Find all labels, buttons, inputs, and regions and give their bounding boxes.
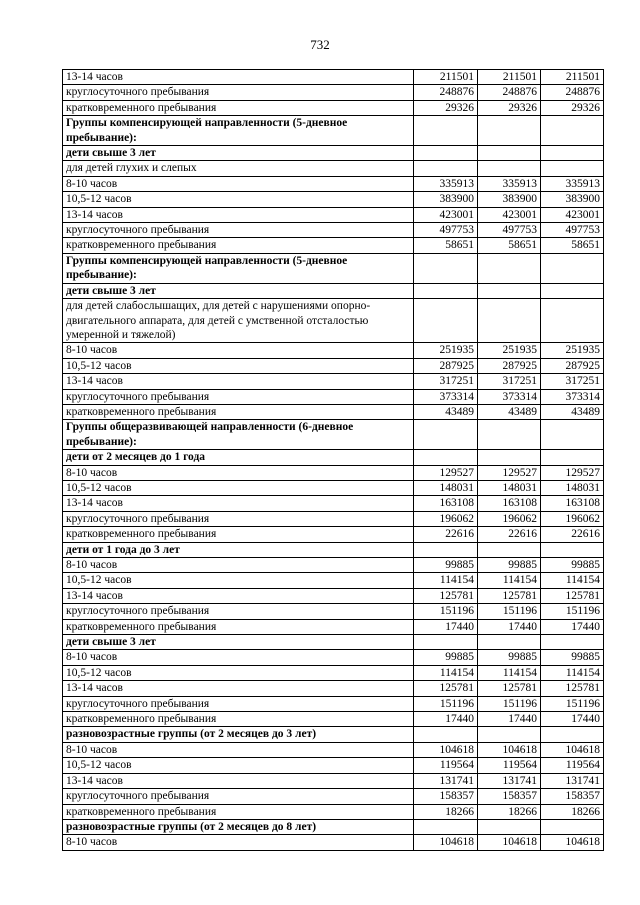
value-cell	[478, 116, 541, 146]
value-cell: 17440	[478, 619, 541, 634]
tariff-table	[62, 69, 604, 851]
row-label: 10,5-12 часов	[63, 480, 414, 495]
value-cell: 17440	[414, 712, 478, 727]
row-label: для детей слабослышащих, для детей с нарушениями опорно-двигательного аппарата, для детей с умственной отсталостью умеренной и тяжелой)	[63, 299, 414, 343]
row-label: 13-14 часов	[63, 70, 414, 85]
value-cell: 151196	[414, 696, 478, 711]
table-row	[63, 480, 604, 495]
table-row	[63, 207, 604, 222]
value-cell: 119564	[541, 758, 604, 773]
value-cell: 58651	[414, 238, 478, 253]
row-label: круглосуточного пребывания	[63, 511, 414, 526]
value-cell: 251935	[414, 343, 478, 358]
value-cell: 29326	[478, 100, 541, 115]
row-label: дети свыше 3 лет	[63, 635, 414, 650]
table-row	[63, 223, 604, 238]
table-row	[63, 758, 604, 773]
value-cell: 317251	[541, 374, 604, 389]
value-cell: 17440	[478, 712, 541, 727]
row-label: 10,5-12 часов	[63, 192, 414, 207]
table-row	[63, 835, 604, 850]
value-cell: 151196	[478, 604, 541, 619]
value-cell: 131741	[414, 773, 478, 788]
value-cell: 22616	[478, 527, 541, 542]
value-cell: 114154	[478, 665, 541, 680]
row-label: 13-14 часов	[63, 374, 414, 389]
row-label: 10,5-12 часов	[63, 358, 414, 373]
value-cell: 99885	[478, 558, 541, 573]
table-row	[63, 450, 604, 465]
table-row	[63, 604, 604, 619]
table-row	[63, 727, 604, 742]
value-cell: 18266	[541, 804, 604, 819]
value-cell: 251935	[541, 343, 604, 358]
row-label: кратковременного пребывания	[63, 404, 414, 419]
value-cell: 151196	[541, 696, 604, 711]
row-label: кратковременного пребывания	[63, 804, 414, 819]
table-row	[63, 465, 604, 480]
value-cell	[478, 542, 541, 557]
row-label: Группы компенсирующей направленности (5-дневное пребывание):	[63, 253, 414, 283]
value-cell	[414, 542, 478, 557]
value-cell: 17440	[541, 619, 604, 634]
table-row	[63, 420, 604, 450]
row-label: 13-14 часов	[63, 207, 414, 222]
table-row	[63, 773, 604, 788]
row-label: 10,5-12 часов	[63, 758, 414, 773]
table-row	[63, 374, 604, 389]
row-label: разновозрастные группы (от 2 месяцев до 8 лет)	[63, 819, 414, 834]
value-cell: 99885	[541, 558, 604, 573]
row-label: 8-10 часов	[63, 835, 414, 850]
value-cell: 148031	[414, 480, 478, 495]
table-row	[63, 404, 604, 419]
value-cell	[478, 283, 541, 298]
value-cell: 99885	[478, 650, 541, 665]
value-cell	[414, 161, 478, 176]
value-cell: 423001	[478, 207, 541, 222]
value-cell: 383900	[478, 192, 541, 207]
value-cell	[541, 161, 604, 176]
row-label: круглосуточного пребывания	[63, 789, 414, 804]
value-cell: 125781	[478, 588, 541, 603]
row-label: 8-10 часов	[63, 742, 414, 757]
value-cell: 129527	[478, 465, 541, 480]
value-cell	[414, 299, 478, 343]
table-row	[63, 558, 604, 573]
value-cell	[478, 420, 541, 450]
row-label: 8-10 часов	[63, 343, 414, 358]
table-row	[63, 527, 604, 542]
value-cell: 423001	[414, 207, 478, 222]
value-cell: 104618	[414, 742, 478, 757]
value-cell: 151196	[541, 604, 604, 619]
value-cell: 196062	[414, 511, 478, 526]
value-cell: 131741	[541, 773, 604, 788]
value-cell: 43489	[414, 404, 478, 419]
value-cell: 43489	[541, 404, 604, 419]
value-cell: 58651	[541, 238, 604, 253]
row-label: круглосуточного пребывания	[63, 389, 414, 404]
value-cell	[414, 819, 478, 834]
value-cell	[541, 253, 604, 283]
value-cell	[541, 727, 604, 742]
value-cell: 335913	[541, 176, 604, 191]
row-label: дети от 1 года до 3 лет	[63, 542, 414, 557]
row-label: круглосуточного пребывания	[63, 604, 414, 619]
value-cell	[414, 420, 478, 450]
value-cell: 287925	[414, 358, 478, 373]
value-cell: 129527	[414, 465, 478, 480]
value-cell	[478, 819, 541, 834]
value-cell: 125781	[478, 681, 541, 696]
table-row	[63, 619, 604, 634]
table-row	[63, 542, 604, 557]
value-cell: 114154	[478, 573, 541, 588]
row-label: 13-14 часов	[63, 773, 414, 788]
row-label: 10,5-12 часов	[63, 665, 414, 680]
value-cell: 125781	[541, 588, 604, 603]
value-cell	[414, 146, 478, 161]
table-body	[63, 70, 604, 851]
table-row	[63, 573, 604, 588]
value-cell: 104618	[478, 835, 541, 850]
table-row	[63, 299, 604, 343]
value-cell	[414, 253, 478, 283]
row-label: кратковременного пребывания	[63, 238, 414, 253]
row-label: кратковременного пребывания	[63, 527, 414, 542]
value-cell: 114154	[414, 665, 478, 680]
value-cell: 148031	[541, 480, 604, 495]
table-row	[63, 343, 604, 358]
table-row	[63, 161, 604, 176]
table-row	[63, 819, 604, 834]
value-cell: 423001	[541, 207, 604, 222]
table-row	[63, 511, 604, 526]
table-row	[63, 389, 604, 404]
row-label: 13-14 часов	[63, 681, 414, 696]
table-row	[63, 665, 604, 680]
value-cell: 248876	[541, 85, 604, 100]
value-cell	[541, 420, 604, 450]
row-label: 8-10 часов	[63, 558, 414, 573]
value-cell: 383900	[414, 192, 478, 207]
value-cell: 125781	[414, 588, 478, 603]
value-cell: 18266	[478, 804, 541, 819]
value-cell	[414, 116, 478, 146]
value-cell: 58651	[478, 238, 541, 253]
value-cell: 99885	[541, 650, 604, 665]
table-row	[63, 116, 604, 146]
value-cell: 17440	[414, 619, 478, 634]
value-cell	[478, 253, 541, 283]
value-cell	[414, 727, 478, 742]
value-cell: 158357	[414, 789, 478, 804]
table-row	[63, 681, 604, 696]
value-cell	[541, 283, 604, 298]
value-cell	[478, 146, 541, 161]
value-cell: 211501	[414, 70, 478, 85]
row-label: кратковременного пребывания	[63, 619, 414, 634]
row-label: круглосуточного пребывания	[63, 85, 414, 100]
row-label: 8-10 часов	[63, 176, 414, 191]
value-cell: 125781	[541, 681, 604, 696]
value-cell: 251935	[478, 343, 541, 358]
value-cell	[541, 450, 604, 465]
value-cell: 148031	[478, 480, 541, 495]
value-cell	[541, 146, 604, 161]
value-cell: 211501	[541, 70, 604, 85]
value-cell: 99885	[414, 650, 478, 665]
table-row	[63, 70, 604, 85]
value-cell	[414, 283, 478, 298]
value-cell: 163108	[478, 496, 541, 511]
value-cell: 104618	[541, 742, 604, 757]
table-row	[63, 253, 604, 283]
table-row	[63, 712, 604, 727]
row-label: 8-10 часов	[63, 465, 414, 480]
value-cell: 163108	[414, 496, 478, 511]
value-cell: 22616	[414, 527, 478, 542]
table-row	[63, 804, 604, 819]
table-row	[63, 588, 604, 603]
value-cell	[414, 450, 478, 465]
value-cell: 114154	[541, 665, 604, 680]
row-label: кратковременного пребывания	[63, 100, 414, 115]
value-cell: 335913	[414, 176, 478, 191]
value-cell: 383900	[541, 192, 604, 207]
value-cell: 196062	[541, 511, 604, 526]
value-cell: 196062	[478, 511, 541, 526]
value-cell: 158357	[541, 789, 604, 804]
table-row	[63, 85, 604, 100]
table-row	[63, 146, 604, 161]
value-cell: 114154	[414, 573, 478, 588]
table-row	[63, 650, 604, 665]
value-cell: 119564	[414, 758, 478, 773]
value-cell: 373314	[414, 389, 478, 404]
value-cell: 99885	[414, 558, 478, 573]
value-cell: 287925	[541, 358, 604, 373]
value-cell: 104618	[478, 742, 541, 757]
row-label: круглосуточного пребывания	[63, 696, 414, 711]
row-label: Группы общеразвивающей направленности (6-дневное пребывание):	[63, 420, 414, 450]
value-cell: 373314	[541, 389, 604, 404]
value-cell	[478, 299, 541, 343]
value-cell: 29326	[414, 100, 478, 115]
value-cell: 497753	[478, 223, 541, 238]
row-label: 10,5-12 часов	[63, 573, 414, 588]
table-row	[63, 238, 604, 253]
value-cell: 104618	[541, 835, 604, 850]
value-cell: 104618	[414, 835, 478, 850]
table-row	[63, 635, 604, 650]
row-label: дети свыше 3 лет	[63, 146, 414, 161]
value-cell: 317251	[478, 374, 541, 389]
row-label: дети свыше 3 лет	[63, 283, 414, 298]
table-row	[63, 696, 604, 711]
table-row	[63, 100, 604, 115]
row-label: для детей глухих и слепых	[63, 161, 414, 176]
row-label: Группы компенсирующей направленности (5-дневное пребывание):	[63, 116, 414, 146]
value-cell	[478, 635, 541, 650]
value-cell: 18266	[414, 804, 478, 819]
value-cell: 211501	[478, 70, 541, 85]
value-cell	[541, 116, 604, 146]
value-cell: 17440	[541, 712, 604, 727]
value-cell: 497753	[414, 223, 478, 238]
value-cell: 497753	[541, 223, 604, 238]
value-cell: 335913	[478, 176, 541, 191]
value-cell	[541, 299, 604, 343]
value-cell	[478, 727, 541, 742]
value-cell: 287925	[478, 358, 541, 373]
row-label: разновозрастные группы (от 2 месяцев до 3 лет)	[63, 727, 414, 742]
table-row	[63, 283, 604, 298]
value-cell	[478, 161, 541, 176]
row-label: 13-14 часов	[63, 496, 414, 511]
value-cell	[414, 635, 478, 650]
row-label: 13-14 часов	[63, 588, 414, 603]
value-cell: 119564	[478, 758, 541, 773]
page-number: 732	[310, 37, 330, 52]
value-cell: 151196	[478, 696, 541, 711]
row-label: дети от 2 месяцев до 1 года	[63, 450, 414, 465]
value-cell: 248876	[414, 85, 478, 100]
value-cell: 151196	[414, 604, 478, 619]
row-label: 8-10 часов	[63, 650, 414, 665]
value-cell: 158357	[478, 789, 541, 804]
value-cell: 114154	[541, 573, 604, 588]
table-row	[63, 789, 604, 804]
value-cell: 248876	[478, 85, 541, 100]
value-cell	[478, 450, 541, 465]
table-row	[63, 358, 604, 373]
value-cell: 29326	[541, 100, 604, 115]
value-cell: 43489	[478, 404, 541, 419]
table-row	[63, 742, 604, 757]
table-row	[63, 192, 604, 207]
row-label: кратковременного пребывания	[63, 712, 414, 727]
value-cell	[541, 635, 604, 650]
value-cell	[541, 542, 604, 557]
value-cell: 163108	[541, 496, 604, 511]
value-cell: 131741	[478, 773, 541, 788]
value-cell: 125781	[414, 681, 478, 696]
table-row	[63, 496, 604, 511]
value-cell: 22616	[541, 527, 604, 542]
value-cell: 317251	[414, 374, 478, 389]
table-row	[63, 176, 604, 191]
value-cell: 373314	[478, 389, 541, 404]
value-cell	[541, 819, 604, 834]
row-label: круглосуточного пребывания	[63, 223, 414, 238]
value-cell: 129527	[541, 465, 604, 480]
